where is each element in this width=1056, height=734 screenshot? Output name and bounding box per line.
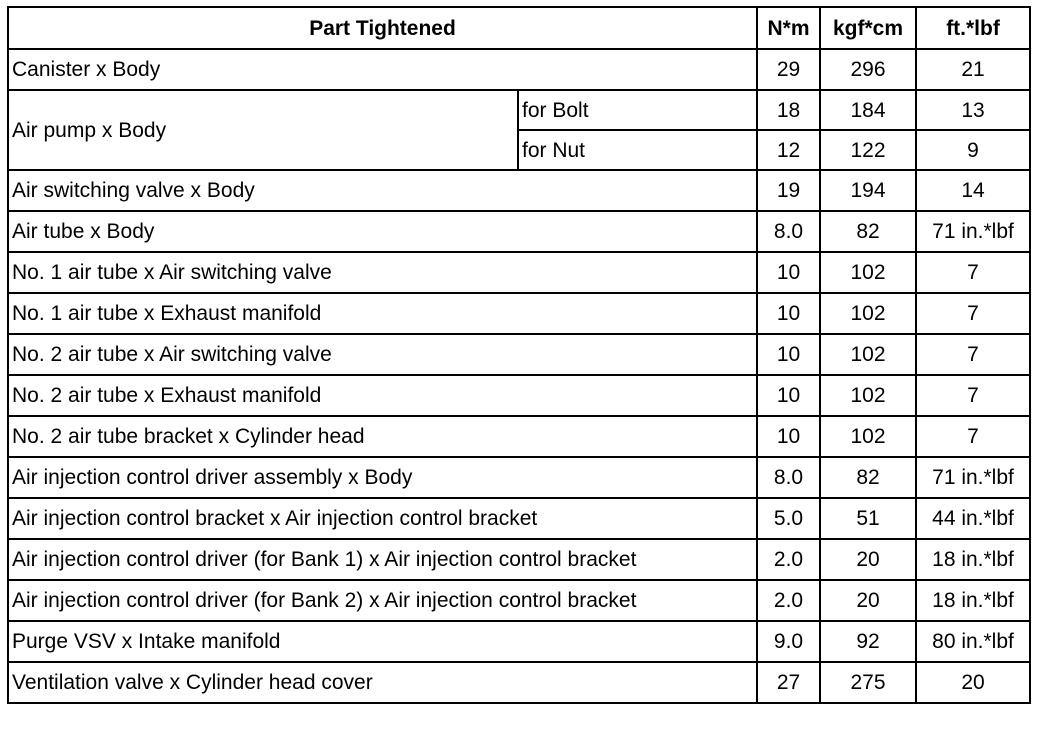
table-row <box>8 416 1030 457</box>
table-row <box>8 375 1030 416</box>
part-cell: Air injection control bracket x Air injection control bracket <box>8 498 757 539</box>
nm-cell: 5.0 <box>757 498 820 539</box>
kgfcm-cell: 122 <box>820 130 916 170</box>
table-row <box>8 49 1030 90</box>
header-part-tightened: Part Tightened <box>8 7 757 49</box>
ftlbf-cell: 13 <box>916 90 1030 130</box>
nm-cell: 12 <box>757 130 820 170</box>
ftlbf-cell: 80 in.*lbf <box>916 621 1030 662</box>
kgfcm-cell: 102 <box>820 293 916 334</box>
kgfcm-cell: 20 <box>820 580 916 621</box>
ftlbf-cell: 9 <box>916 130 1030 170</box>
table-row <box>8 334 1030 375</box>
table-row <box>8 621 1030 662</box>
ftlbf-cell: 18 in.*lbf <box>916 580 1030 621</box>
nm-cell: 18 <box>757 90 820 130</box>
part-cell: Air tube x Body <box>8 211 757 252</box>
nm-cell: 8.0 <box>757 211 820 252</box>
nm-cell: 10 <box>757 252 820 293</box>
kgfcm-cell: 51 <box>820 498 916 539</box>
nm-cell: 2.0 <box>757 539 820 580</box>
kgfcm-cell: 102 <box>820 252 916 293</box>
kgfcm-cell: 82 <box>820 211 916 252</box>
nm-cell: 29 <box>757 49 820 90</box>
part-cell: Air pump x Body <box>8 90 518 170</box>
nm-cell: 8.0 <box>757 457 820 498</box>
header-kgfcm: kgf*cm <box>820 7 916 49</box>
part-cell: Air injection control driver (for Bank 1) x Air injection control bracket <box>8 539 757 580</box>
ftlbf-cell: 71 in.*lbf <box>916 211 1030 252</box>
table-row <box>8 662 1030 703</box>
kgfcm-cell: 20 <box>820 539 916 580</box>
table-row <box>8 539 1030 580</box>
ftlbf-cell: 18 in.*lbf <box>916 539 1030 580</box>
part-cell: No. 2 air tube x Air switching valve <box>8 334 757 375</box>
ftlbf-cell: 7 <box>916 334 1030 375</box>
ftlbf-cell: 7 <box>916 375 1030 416</box>
header-ftlbf: ft.*lbf <box>916 7 1030 49</box>
nm-cell: 10 <box>757 416 820 457</box>
part-cell: No. 2 air tube x Exhaust manifold <box>8 375 757 416</box>
nm-cell: 27 <box>757 662 820 703</box>
part-cell: Air switching valve x Body <box>8 170 757 211</box>
torque-specification-table <box>7 6 1031 704</box>
ftlbf-cell: 7 <box>916 293 1030 334</box>
kgfcm-cell: 102 <box>820 334 916 375</box>
nm-cell: 2.0 <box>757 580 820 621</box>
kgfcm-cell: 194 <box>820 170 916 211</box>
part-cell: Ventilation valve x Cylinder head cover <box>8 662 757 703</box>
table-row <box>8 580 1030 621</box>
part-cell: Air injection control driver assembly x Body <box>8 457 757 498</box>
ftlbf-cell: 21 <box>916 49 1030 90</box>
nm-cell: 9.0 <box>757 621 820 662</box>
table-row <box>8 457 1030 498</box>
table-header-row <box>8 7 1030 49</box>
ftlbf-cell: 7 <box>916 416 1030 457</box>
kgfcm-cell: 92 <box>820 621 916 662</box>
part-cell: Purge VSV x Intake manifold <box>8 621 757 662</box>
nm-cell: 19 <box>757 170 820 211</box>
nm-cell: 10 <box>757 334 820 375</box>
table-row <box>8 252 1030 293</box>
sub-condition-cell: for Nut <box>518 130 757 170</box>
kgfcm-cell: 102 <box>820 375 916 416</box>
kgfcm-cell: 82 <box>820 457 916 498</box>
nm-cell: 10 <box>757 375 820 416</box>
kgfcm-cell: 102 <box>820 416 916 457</box>
header-nm: N*m <box>757 7 820 49</box>
part-cell: No. 1 air tube x Exhaust manifold <box>8 293 757 334</box>
nm-cell: 10 <box>757 293 820 334</box>
kgfcm-cell: 275 <box>820 662 916 703</box>
ftlbf-cell: 44 in.*lbf <box>916 498 1030 539</box>
ftlbf-cell: 20 <box>916 662 1030 703</box>
ftlbf-cell: 14 <box>916 170 1030 211</box>
kgfcm-cell: 296 <box>820 49 916 90</box>
part-cell: No. 1 air tube x Air switching valve <box>8 252 757 293</box>
table-row <box>8 498 1030 539</box>
kgfcm-cell: 184 <box>820 90 916 130</box>
table-row <box>8 211 1030 252</box>
part-cell: Canister x Body <box>8 49 757 90</box>
table-row <box>8 90 1030 130</box>
sub-condition-cell: for Bolt <box>518 90 757 130</box>
table-row <box>8 293 1030 334</box>
table-row <box>8 170 1030 211</box>
ftlbf-cell: 71 in.*lbf <box>916 457 1030 498</box>
ftlbf-cell: 7 <box>916 252 1030 293</box>
part-cell: Air injection control driver (for Bank 2) x Air injection control bracket <box>8 580 757 621</box>
part-cell: No. 2 air tube bracket x Cylinder head <box>8 416 757 457</box>
